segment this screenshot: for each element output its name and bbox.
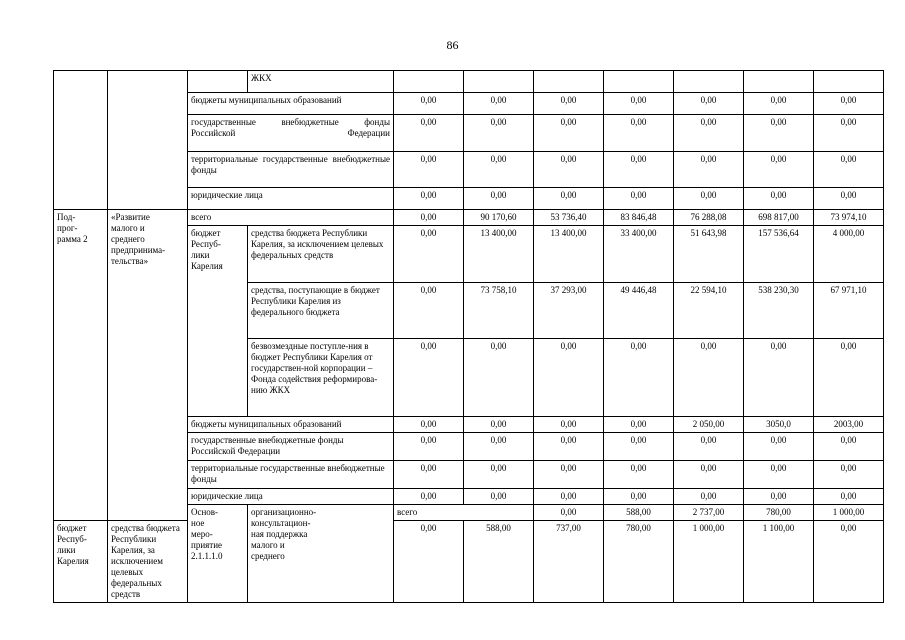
- value-cell: 0,00: [394, 339, 464, 417]
- value-cell: 780,00: [604, 521, 674, 603]
- value-cell: 0,00: [814, 339, 884, 417]
- value-cell: 51 643,98: [674, 226, 744, 283]
- source-cell: юридические лица: [188, 188, 394, 210]
- budget-table: [53, 70, 884, 603]
- value-cell: 0,00: [394, 461, 464, 489]
- source-cell: государственные внебюджетные фонды Российской Федерации: [188, 115, 394, 152]
- value-cell: 538 230,30: [744, 283, 814, 339]
- source-cell: бюджеты муниципальных образований: [188, 93, 394, 115]
- value-cell: 0,00: [744, 339, 814, 417]
- value-cell: 73 974,10: [814, 210, 884, 226]
- value-cell: 0,00: [674, 461, 744, 489]
- value-cell: 588,00: [464, 521, 534, 603]
- value-cell: 0,00: [814, 93, 884, 115]
- value-cell: 53 736,40: [534, 210, 604, 226]
- source-cell: государственные внебюджетные фонды Российской Федерации: [188, 433, 394, 461]
- value-cell: 2 050,00: [674, 417, 744, 433]
- value-cell: 0,00: [534, 152, 604, 188]
- value-cell: 0,00: [604, 433, 674, 461]
- value-cell: 0,00: [744, 188, 814, 210]
- value-cell: 0,00: [604, 152, 674, 188]
- value-cell: 1 100,00: [744, 521, 814, 603]
- value-cell: 0,00: [674, 93, 744, 115]
- empty-cell: [54, 71, 108, 210]
- value-cell: 83 846,48: [604, 210, 674, 226]
- value-cell: 0,00: [394, 188, 464, 210]
- source-cell: бюджеты муниципальных образований: [188, 417, 394, 433]
- value-cell: 0,00: [394, 93, 464, 115]
- value-cell: 0,00: [744, 461, 814, 489]
- source-cell: средства, поступающие в бюджет Республики Карелия из федерального бюджета: [248, 283, 394, 339]
- source-cell: территориальные государственные внебюджетные фонды: [188, 152, 394, 188]
- value-cell: 0,00: [814, 489, 884, 505]
- value-cell: 0,00: [674, 433, 744, 461]
- value-cell: 67 971,10: [814, 283, 884, 339]
- value-cell: 0,00: [464, 489, 534, 505]
- value-cell: 37 293,00: [534, 283, 604, 339]
- value-cell: 0,00: [604, 461, 674, 489]
- value-cell: 0,00: [464, 417, 534, 433]
- value-cell: 1 000,00: [814, 505, 884, 521]
- value-cell: 0,00: [744, 152, 814, 188]
- budget-label-cell: бюджет Респуб- лики Карелия: [54, 521, 108, 603]
- value-cell: 0,00: [744, 433, 814, 461]
- source-cell: безвозмездные поступле-ния в бюджет Республики Карелия от государствен-ной корпорации – Фонда содействия реформирова-нию ЖКХ: [248, 339, 394, 417]
- value-cell: 0,00: [604, 115, 674, 152]
- value-cell: 0,00: [814, 521, 884, 603]
- value-cell: 0,00: [394, 152, 464, 188]
- value-cell: 2 737,00: [674, 505, 744, 521]
- value-cell: 0,00: [534, 115, 604, 152]
- value-cell: 0,00: [464, 461, 534, 489]
- program-code-cell: Под- прог- рамма 2: [54, 210, 108, 521]
- value-cell: 0,00: [394, 417, 464, 433]
- value-cell: 76 288,08: [674, 210, 744, 226]
- value-cell: 0,00: [464, 188, 534, 210]
- value-cell: 13 400,00: [534, 226, 604, 283]
- value-cell: 780,00: [744, 505, 814, 521]
- value-cell: 0,00: [464, 115, 534, 152]
- value-cell: 0,00: [394, 521, 464, 603]
- value-cell: 0,00: [394, 115, 464, 152]
- activity-name-cell: организационно- консультацион- ная поддержка малого и среднего: [248, 505, 394, 603]
- value-cell: 0,00: [604, 188, 674, 210]
- value-cell: 0,00: [464, 93, 534, 115]
- value-cell: 0,00: [604, 93, 674, 115]
- table-row: [54, 71, 884, 93]
- value-cell: 0,00: [604, 489, 674, 505]
- value-cell: 0,00: [464, 339, 534, 417]
- value-cell: 0,00: [534, 417, 604, 433]
- value-cell: 0,00: [534, 505, 604, 521]
- source-cell: всего: [188, 210, 394, 226]
- value-cell: 157 536,64: [744, 226, 814, 283]
- value-cell: 0,00: [674, 339, 744, 417]
- value-cell: 588,00: [604, 505, 674, 521]
- value-cell: 0,00: [744, 93, 814, 115]
- source-cell: территориальные государственные внебюджетные фонды: [188, 461, 394, 489]
- value-cell: 4 000,00: [814, 226, 884, 283]
- value-cell: 1 000,00: [674, 521, 744, 603]
- value-cell: 737,00: [534, 521, 604, 603]
- value-cell: 0,00: [534, 433, 604, 461]
- value-cell: 0,00: [814, 115, 884, 152]
- value-cell: 0,00: [674, 188, 744, 210]
- value-cell: 0,00: [394, 433, 464, 461]
- value-cell: 0,00: [814, 461, 884, 489]
- page-number: 86: [446, 38, 459, 52]
- value-cell: 0,00: [464, 433, 534, 461]
- value-cell: 49 446,48: [604, 283, 674, 339]
- value-cell: 22 594,10: [674, 283, 744, 339]
- source-cell: ЖКХ: [248, 71, 394, 93]
- value-cell: 90 170,60: [464, 210, 534, 226]
- value-cell: 73 758,10: [464, 283, 534, 339]
- value-cell: 0,00: [674, 152, 744, 188]
- value-cell: 0,00: [814, 152, 884, 188]
- program-name-cell: «Развитие малого и среднего предпринима- тельства»: [108, 210, 188, 521]
- value-cell: 2003,00: [814, 417, 884, 433]
- empty-cell: [188, 71, 248, 93]
- value-cell: 0,00: [674, 489, 744, 505]
- value-cell: 698 817,00: [744, 210, 814, 226]
- source-cell: средства бюджета Республики Карелия, за исключением целевых федеральных средств: [108, 521, 188, 603]
- value-cell: 0,00: [534, 93, 604, 115]
- value-cell: 0,00: [394, 226, 464, 283]
- source-cell: юридические лица: [188, 489, 394, 505]
- value-cell: 0,00: [394, 489, 464, 505]
- value-cell: 0,00: [394, 283, 464, 339]
- source-cell: средства бюджета Республики Карелия, за исключением целевых федеральных средств: [248, 226, 394, 283]
- empty-cell: [108, 71, 188, 210]
- budget-label-cell: бюджет Респуб- лики Карелия: [188, 226, 248, 417]
- value-cell: 0,00: [534, 188, 604, 210]
- value-cell: 33 400,00: [604, 226, 674, 283]
- value-cell: 0,00: [744, 115, 814, 152]
- value-cell: 0,00: [604, 417, 674, 433]
- value-cell: 0,00: [604, 339, 674, 417]
- value-cell: 0,00: [534, 461, 604, 489]
- value-cell: 0,00: [814, 188, 884, 210]
- activity-code-cell: Основ- ное меро- приятие 2.1.1.1.0: [188, 505, 248, 603]
- value-cell: 13 400,00: [464, 226, 534, 283]
- value-cell: 0,00: [464, 152, 534, 188]
- value-cell: 0,00: [744, 489, 814, 505]
- value-cell: 0,00: [814, 433, 884, 461]
- table-row: [54, 521, 884, 603]
- source-cell: всего: [394, 505, 534, 521]
- value-cell: 0,00: [534, 339, 604, 417]
- value-cell: 0,00: [534, 489, 604, 505]
- value-cell: 0,00: [674, 115, 744, 152]
- value-cell: 0,00: [394, 210, 464, 226]
- table-row: [54, 210, 884, 226]
- value-cell: 3050,0: [744, 417, 814, 433]
